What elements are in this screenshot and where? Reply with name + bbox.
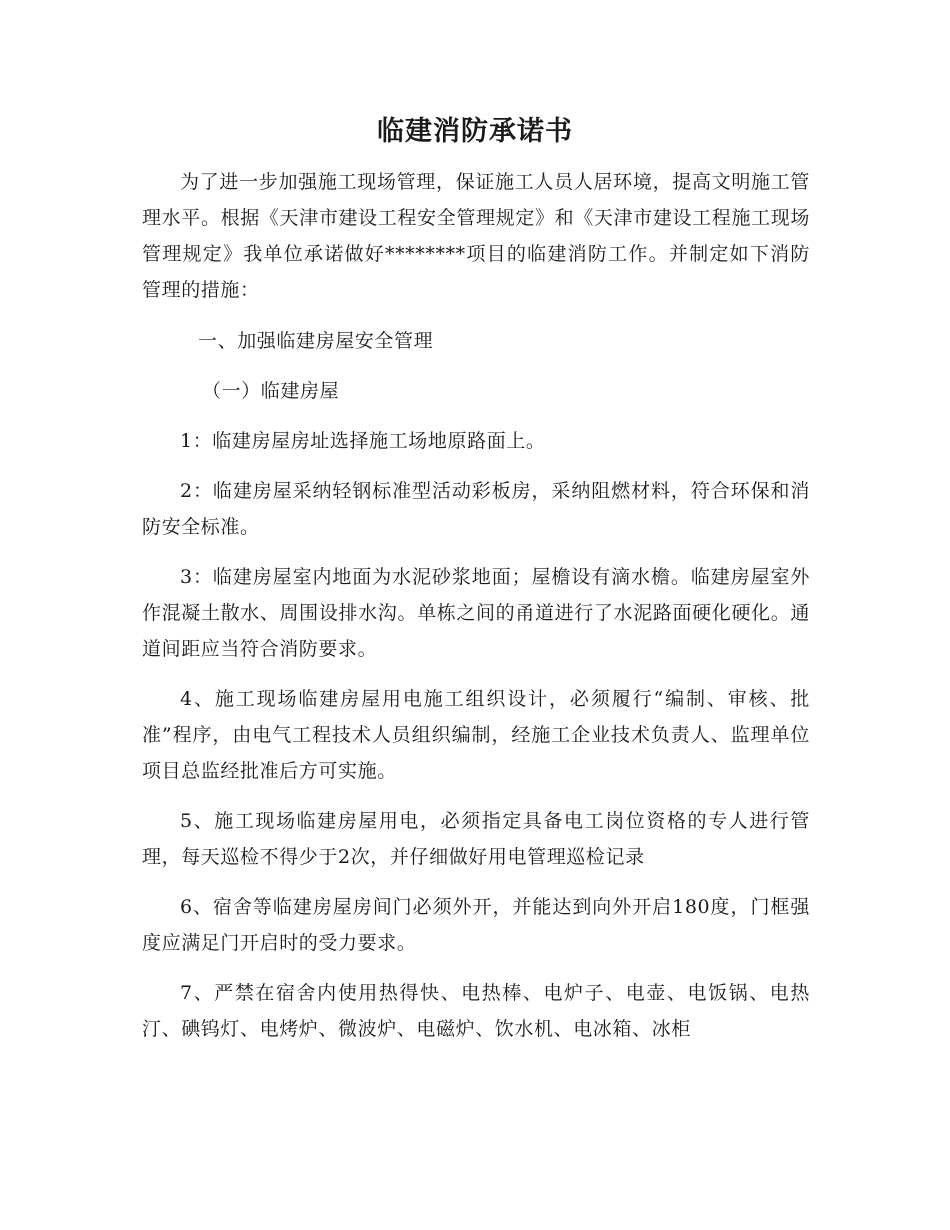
spacer: [142, 875, 810, 889]
spacer: [142, 667, 810, 681]
spacer: [142, 308, 810, 323]
section-heading: 一、加强临建房屋安全管理: [198, 330, 434, 352]
list-item: 7、严禁在宿舍内使用热得快、电热棒、电炉子、电壶、电饭锅、电热汀、碘钨灯、电烤炉、微波炉、电磁炉、饮水机、电冰箱、冰柜: [142, 982, 810, 1040]
document-body: [142, 164, 810, 1047]
intro-paragraph: 为了进一步加强施工现场管理，保证施工人员人居环境，提高文明施工管理水平。根据《天津市建设工程安全管理规定》和《天津市建设工程施工现场管理规定》我单位承诺做好********项目的临建消防工作。并制定如下消防管理的措施：: [142, 171, 810, 301]
list-item: 6、宿舍等临建房屋房间门必须外开，并能达到向外开启180度，门框强度应满足门开启时的受力要求。: [142, 896, 810, 954]
list-item: 5、施工现场临建房屋用电，必须指定具备电工岗位资格的专人进行管理，每天巡检不得少于2次，并仔细做好用电管理巡检记录: [142, 810, 810, 868]
spacer: [142, 545, 810, 559]
spacer: [142, 789, 810, 803]
list-item: 1：临建房屋房址选择施工场地原路面上。: [180, 430, 546, 452]
spacer: [142, 961, 810, 975]
list-item: 2：临建房屋采纳轻钢标准型活动彩板房，采纳阻燃材料，符合环保和消防安全标准。: [142, 480, 810, 538]
list-item: 3：临建房屋室内地面为水泥砂浆地面；屋檐设有滴水檐。临建房屋室外作混凝土散水、周围设排水沟。单栋之间的甬道进行了水泥路面硬化硬化。通道间距应当符合消防要求。: [142, 566, 810, 660]
document-title: 临建消防承诺书: [377, 116, 573, 147]
subsection-heading: （一）临建房屋: [202, 380, 340, 402]
list-item: 4、施工现场临建房屋用电施工组织设计，必须履行“编制、审核、批准”程序，由电气工程技术人员组织编制，经施工企业技术负责人、监理单位项目总监经批准后方可实施。: [142, 688, 810, 782]
spacer: [142, 409, 810, 423]
spacer: [142, 459, 810, 473]
spacer: [142, 359, 810, 373]
